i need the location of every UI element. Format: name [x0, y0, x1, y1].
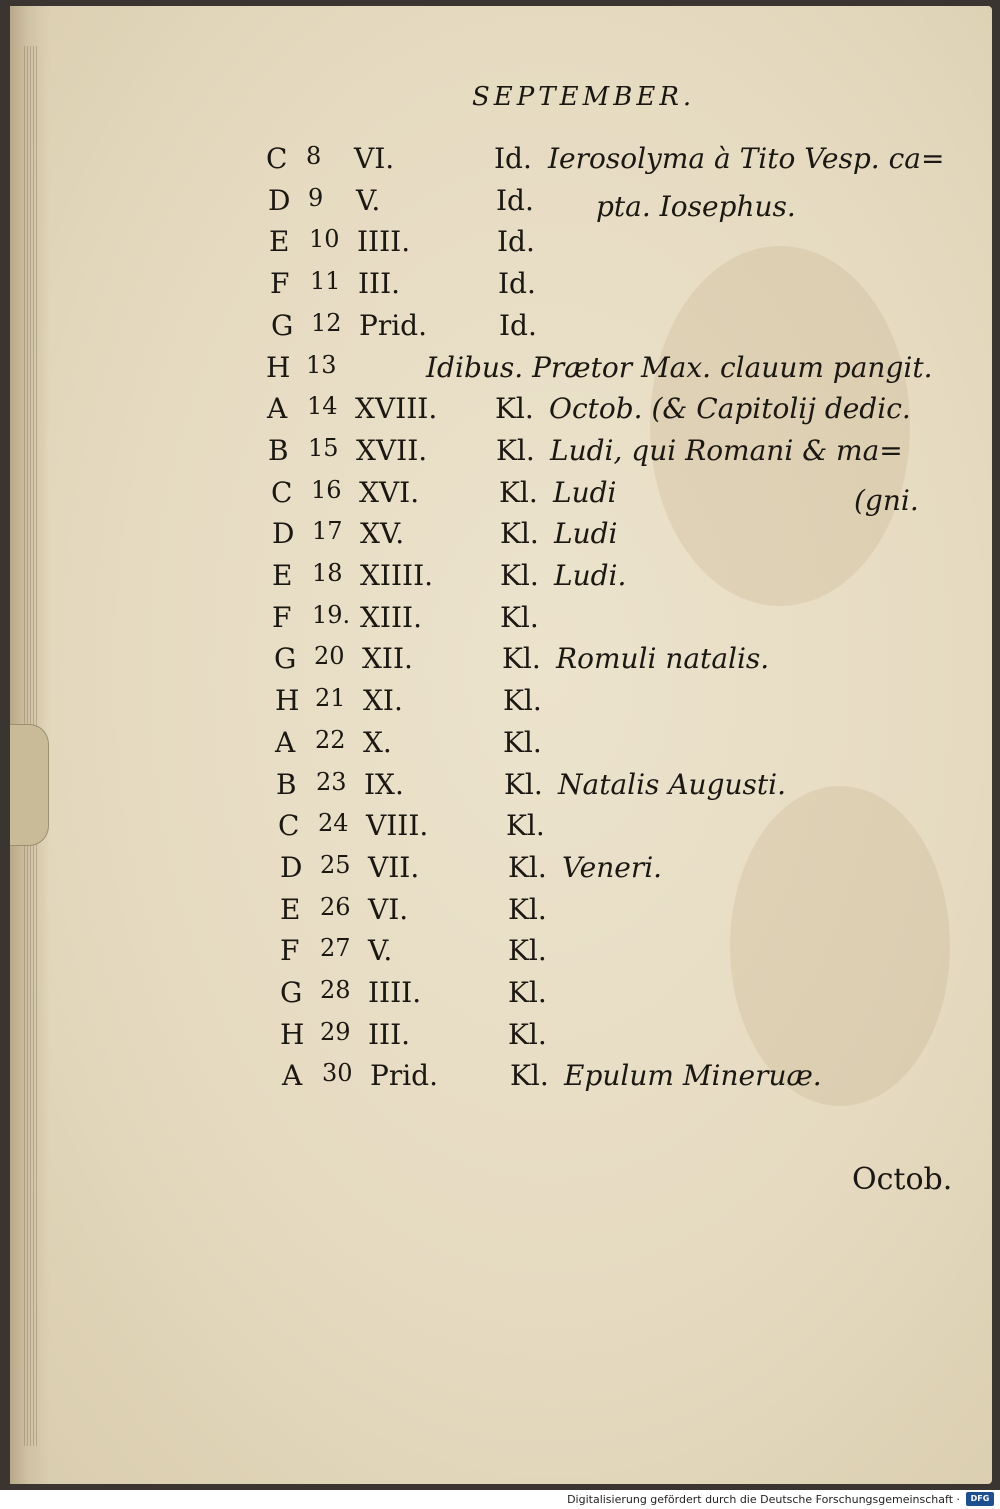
day-number: 8	[306, 142, 322, 170]
dominical-letter: D	[272, 517, 295, 550]
roman-count: VII.	[368, 851, 420, 884]
dfg-logo-icon: DFG	[966, 1492, 994, 1506]
reference-abbr: Id.	[498, 267, 536, 300]
dominical-letter: G	[274, 642, 297, 675]
note-continuation: (gni.	[854, 484, 919, 517]
day-number: 18	[312, 559, 343, 587]
roman-count: XI.	[363, 684, 403, 717]
day-number: 19.	[312, 601, 351, 629]
dominical-letter: H	[280, 1018, 305, 1051]
day-number: 23	[316, 768, 347, 796]
roman-count: Prid.	[370, 1059, 439, 1092]
dominical-letter: E	[280, 893, 301, 926]
entry-note: Ludi	[554, 517, 618, 550]
reference-abbr: Kl.	[508, 893, 547, 926]
footer-bar	[0, 1490, 1000, 1509]
reference-abbr: Id.	[499, 309, 537, 342]
roman-count: VI.	[368, 893, 409, 926]
reference-abbr: Kl.	[500, 559, 539, 592]
entry-note: Ludi, qui Romani & ma=	[550, 434, 903, 467]
roman-count: IX.	[364, 768, 404, 801]
dominical-letter: C	[278, 809, 300, 842]
paper-stain	[650, 246, 910, 606]
reference-abbr: Kl.	[508, 976, 547, 1009]
page-header: SEPTEMBER.	[472, 82, 696, 112]
dominical-letter: C	[266, 142, 288, 175]
dominical-letter: F	[270, 267, 290, 300]
roman-count: XVIII.	[355, 392, 438, 425]
day-number: 15	[308, 434, 339, 462]
day-number: 22	[315, 726, 346, 754]
day-number: 30	[322, 1059, 353, 1087]
entry-note: Ludi.	[554, 559, 627, 592]
catchword: Octob.	[852, 1162, 953, 1197]
reference-abbr: Kl.	[496, 434, 535, 467]
roman-count: IIII.	[357, 225, 411, 258]
dominical-letter: E	[272, 559, 293, 592]
reference-abbr: Id.	[496, 184, 534, 217]
dominical-letter: G	[280, 976, 303, 1009]
day-number: 14	[307, 392, 338, 420]
reference-abbr: Kl.	[510, 1059, 549, 1092]
reference-abbr: Kl.	[499, 476, 538, 509]
dominical-letter: C	[271, 476, 293, 509]
day-number: 16	[311, 476, 342, 504]
dominical-letter: F	[272, 601, 292, 634]
reference-abbr: Kl.	[500, 601, 539, 634]
roman-count: IIII.	[368, 976, 422, 1009]
day-number: 20	[314, 642, 345, 670]
roman-count: III.	[368, 1018, 411, 1051]
entry-note: Veneri.	[562, 851, 663, 884]
roman-count: V.	[368, 934, 393, 967]
entry-note: Ierosolyma à Tito Vesp. ca=	[548, 142, 945, 175]
reference-abbr: Kl.	[504, 768, 543, 801]
dominical-letter: A	[282, 1059, 303, 1092]
roman-count: XIIII.	[360, 559, 434, 592]
book-page	[10, 6, 992, 1484]
dominical-letter: E	[269, 225, 290, 258]
reference-abbr: Kl.	[506, 809, 545, 842]
dominical-letter: H	[266, 351, 291, 384]
dominical-letter: A	[267, 392, 288, 425]
paper-stain	[730, 786, 950, 1106]
day-number: 26	[320, 893, 351, 921]
dominical-letter: G	[271, 309, 294, 342]
reference-abbr: Id.	[497, 225, 535, 258]
reference-abbr: Kl.	[503, 726, 542, 759]
roman-count: XII.	[362, 642, 413, 675]
roman-count: XVII.	[356, 434, 428, 467]
entry-note: Octob. (& Capitolij dedic.	[549, 392, 911, 425]
entry-note: Epulum Mineruæ.	[564, 1059, 822, 1092]
roman-count: XV.	[360, 517, 405, 550]
dominical-letter: A	[275, 726, 296, 759]
roman-count: VI.	[354, 142, 395, 175]
day-number: 9	[308, 184, 324, 212]
roman-count: XVI.	[359, 476, 420, 509]
footer-credit: Digitalisierung gefördert durch die Deutsche Forschungsgemeinschaft ·	[567, 1493, 960, 1506]
day-number: 28	[320, 976, 351, 1004]
reference-abbr: Kl.	[508, 851, 547, 884]
page-clip-tab	[10, 724, 49, 846]
day-number: 29	[320, 1018, 351, 1046]
dominical-letter: H	[275, 684, 300, 717]
day-number: 21	[315, 684, 346, 712]
entry-note: Ludi	[553, 476, 617, 509]
day-number: 13	[306, 351, 337, 379]
day-number: 25	[320, 851, 351, 879]
dominical-letter: F	[280, 934, 300, 967]
day-number: 10	[309, 225, 340, 253]
roman-count: III.	[358, 267, 401, 300]
note-continuation: pta. Iosephus.	[596, 190, 796, 223]
reference-abbr: Kl.	[495, 392, 534, 425]
day-number: 24	[318, 809, 349, 837]
reference-abbr: Kl.	[503, 684, 542, 717]
roman-count: XIII.	[360, 601, 423, 634]
day-number: 12	[311, 309, 342, 337]
reference-abbr: Id.	[494, 142, 532, 175]
reference-abbr: Kl.	[508, 1018, 547, 1051]
reference-abbr: Kl.	[508, 934, 547, 967]
roman-count: V.	[356, 184, 381, 217]
dominical-letter: D	[280, 851, 303, 884]
dominical-letter: B	[276, 768, 297, 801]
day-number: 11	[310, 267, 341, 295]
roman-count: X.	[363, 726, 392, 759]
dominical-letter: D	[268, 184, 291, 217]
reference-abbr: Kl.	[502, 642, 541, 675]
day-number: 27	[320, 934, 351, 962]
day-number: 17	[312, 517, 343, 545]
roman-count: Prid.	[359, 309, 428, 342]
entry-note: Natalis Augusti.	[558, 768, 787, 801]
entry-note: Idibus. Prætor Max. clauum pangit.	[426, 351, 933, 384]
roman-count: VIII.	[366, 809, 429, 842]
reference-abbr: Kl.	[500, 517, 539, 550]
dominical-letter: B	[268, 434, 289, 467]
entry-note: Romuli natalis.	[556, 642, 770, 675]
